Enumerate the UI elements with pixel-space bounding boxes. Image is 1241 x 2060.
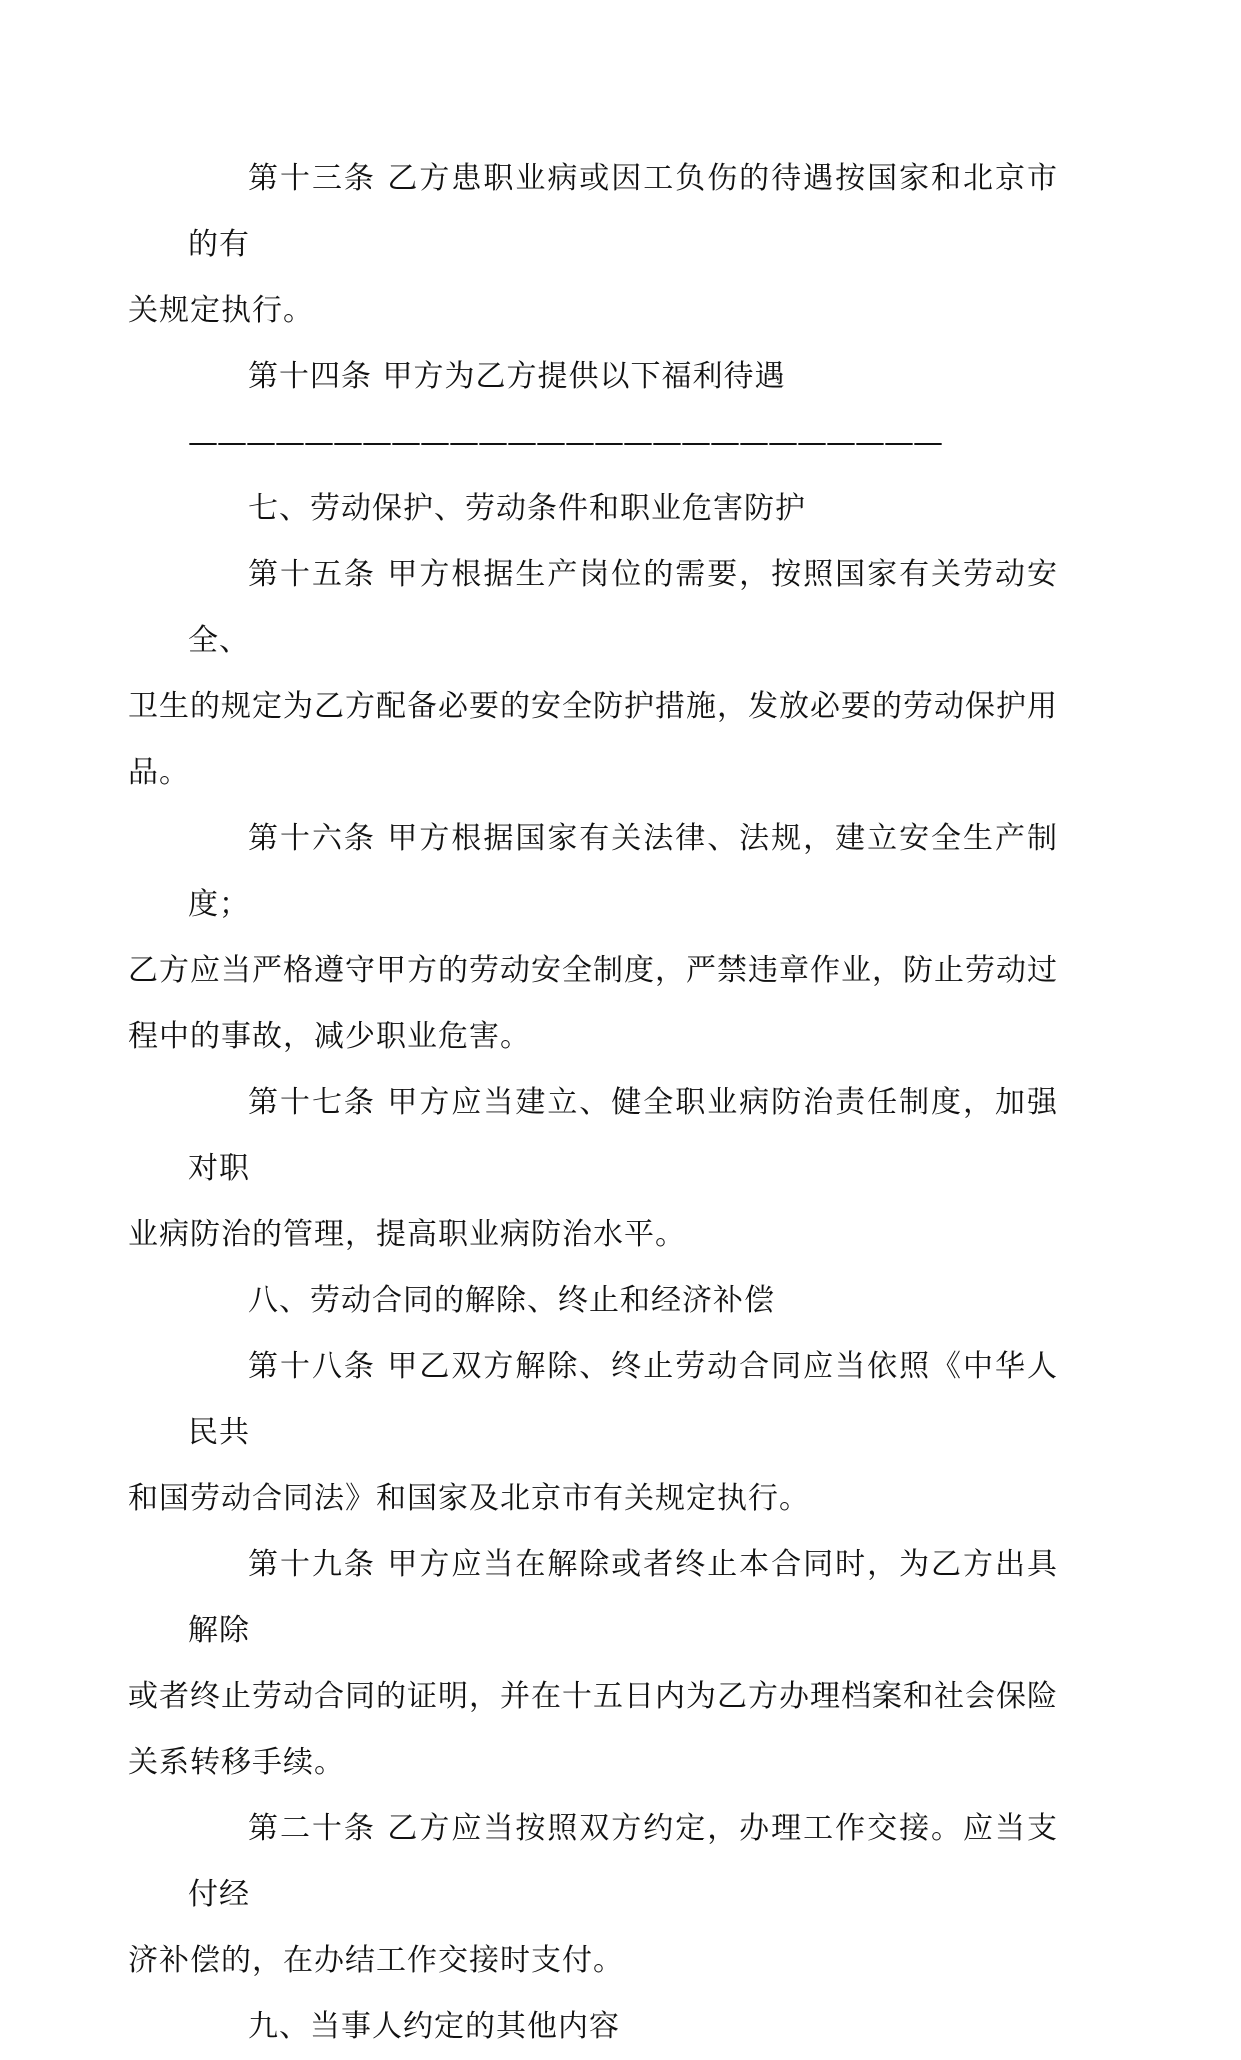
text-line: 程中的事故，减少职业危害。 bbox=[128, 1019, 531, 1054]
text-line: 或者终止劳动合同的证明，并在十五日内为乙方办理档案和社会保险 bbox=[128, 1679, 1058, 1714]
section-9-heading bbox=[188, 1994, 1058, 2060]
document-body bbox=[128, 146, 1058, 2060]
text-line: 第十五条 甲方根据生产岗位的需要，按照国家有关劳动安全、 bbox=[188, 557, 1058, 658]
fill-in-blank-line: —————————————————————————— bbox=[188, 425, 942, 460]
text-line: 乙方应当严格遵守甲方的劳动安全制度，严禁违章作业，防止劳动过 bbox=[128, 953, 1058, 988]
section-7-heading bbox=[188, 476, 1058, 542]
article-16 bbox=[128, 806, 1058, 1070]
article-14 bbox=[188, 344, 1058, 410]
text-line: 第十三条 乙方患职业病或因工负伤的待遇按国家和北京市的有 bbox=[188, 161, 1058, 262]
article-19 bbox=[128, 1532, 1058, 1796]
text-line: 业病防治的管理，提高职业病防治水平。 bbox=[128, 1217, 686, 1252]
text-line: 第十四条 甲方为乙方提供以下福利待遇 bbox=[248, 359, 786, 394]
text-line: 济补偿的，在办结工作交接时支付。 bbox=[128, 1943, 624, 1978]
text-line: 第二十条 乙方应当按照双方约定，办理工作交接。应当支付经 bbox=[188, 1811, 1058, 1912]
text-line: 七、劳动保护、劳动条件和职业危害防护 bbox=[248, 491, 806, 526]
article-15 bbox=[128, 542, 1058, 806]
text-line: 第十九条 甲方应当在解除或者终止本合同时，为乙方出具解除 bbox=[188, 1547, 1058, 1648]
article-17 bbox=[128, 1070, 1058, 1268]
text-line: 和国劳动合同法》和国家及北京市有关规定执行。 bbox=[128, 1481, 810, 1516]
text-line: 第十八条 甲乙双方解除、终止劳动合同应当依照《中华人民共 bbox=[188, 1349, 1058, 1450]
text-line: 八、劳动合同的解除、终止和经济补偿 bbox=[248, 1283, 775, 1318]
article-20 bbox=[128, 1796, 1058, 1994]
text-line: 关系转移手续。 bbox=[128, 1745, 345, 1780]
text-line: 第十六条 甲方根据国家有关法律、法规，建立安全生产制度； bbox=[188, 821, 1058, 922]
text-line: 关规定执行。 bbox=[128, 293, 314, 328]
article-13 bbox=[128, 146, 1058, 344]
text-line: 卫生的规定为乙方配备必要的安全防护措施，发放必要的劳动保护用 bbox=[128, 689, 1058, 724]
article-18 bbox=[128, 1334, 1058, 1532]
text-line: 品。 bbox=[128, 755, 190, 790]
section-8-heading bbox=[188, 1268, 1058, 1334]
text-line: 第十七条 甲方应当建立、健全职业病防治责任制度，加强对职 bbox=[188, 1085, 1058, 1186]
text-line: 九、当事人约定的其他内容 bbox=[248, 2009, 620, 2044]
